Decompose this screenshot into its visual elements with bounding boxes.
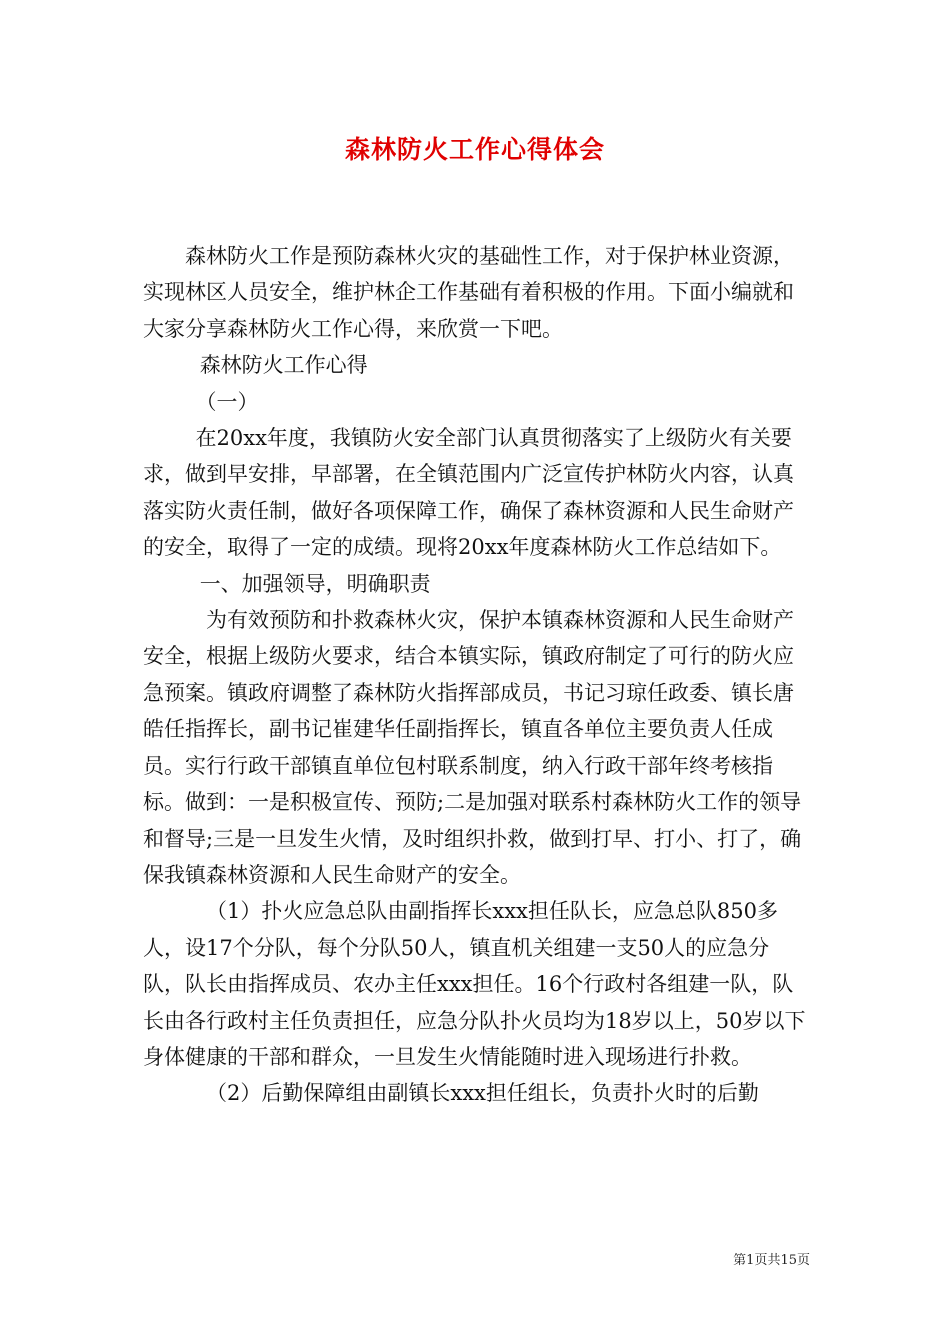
intro-paragraph: 森林防火工作是预防森林火灾的基础性工作，对于保护林业资源，实现林区人员安全，维护林企工作基础有着积极的作用。下面小编就和大家分享森林防火工作心得，来欣赏一下吧。 (143, 244, 794, 341)
document-title: 森林防火工作心得体会 (344, 135, 605, 164)
part-number: （一） (195, 389, 259, 414)
page-footer: 第1页共15页 (733, 1253, 810, 1268)
subheading-leadership: 一、加强领导，明确职责 (199, 571, 431, 596)
leadership-paragraph: 为有效预防和扑救森林火灾，保护本镇森林资源和人民生命财产安全，根据上级防火要求，结合本镇实际，镇政府制定了可行的防火应急预案。镇政府调整了森林防火指挥部成员，书记习琼任政委、镇长唐皓任指挥长，副书记崔建华任副指挥长，镇直各单位主要负责人任成员。实行行政干部镇直单位包村联系制度，纳入行政干部年终考核指标。做到：一是积极宣传、预防;二是加强对联系村森林防火工作的领导和督导;三是一旦发生火情，及时组织扑救，做到打早、打小、打了，确保我镇森林资源和人民生命财产的安全。 (143, 608, 802, 887)
item-2-paragraph: （2）后勤保障组由副镇长xxx担任组长，负责扑火时的后勤 (206, 1081, 759, 1106)
section-heading: 森林防火工作心得 (199, 353, 368, 378)
summary-paragraph: 在20xx年度，我镇防火安全部门认真贯彻落实了上级防火有关要求，做到早安排，早部署，在全镇范围内广泛宣传护林防火内容，认真落实防火责任制，做好各项保障工作，确保了森林资源和人民生命财产的安全，取得了一定的成绩。现将20xx年度森林防火工作总结如下。 (143, 426, 794, 560)
document-body (143, 238, 807, 1112)
item-1-paragraph: （1）扑火应急总队由副指挥长xxx担任队长，应急总队850多人，设17个分队，每个分队50人，镇直机关组建一支50人的应急分队，队长由指挥成员、农办主任xxx担任。16个行政村各组建一队，队长由各行政村主任负责担任，应急分队扑火员均为18岁以上，50岁以下身体健康的干部和群众，一旦发生火情能随时进入现场进行扑救。 (143, 899, 806, 1069)
